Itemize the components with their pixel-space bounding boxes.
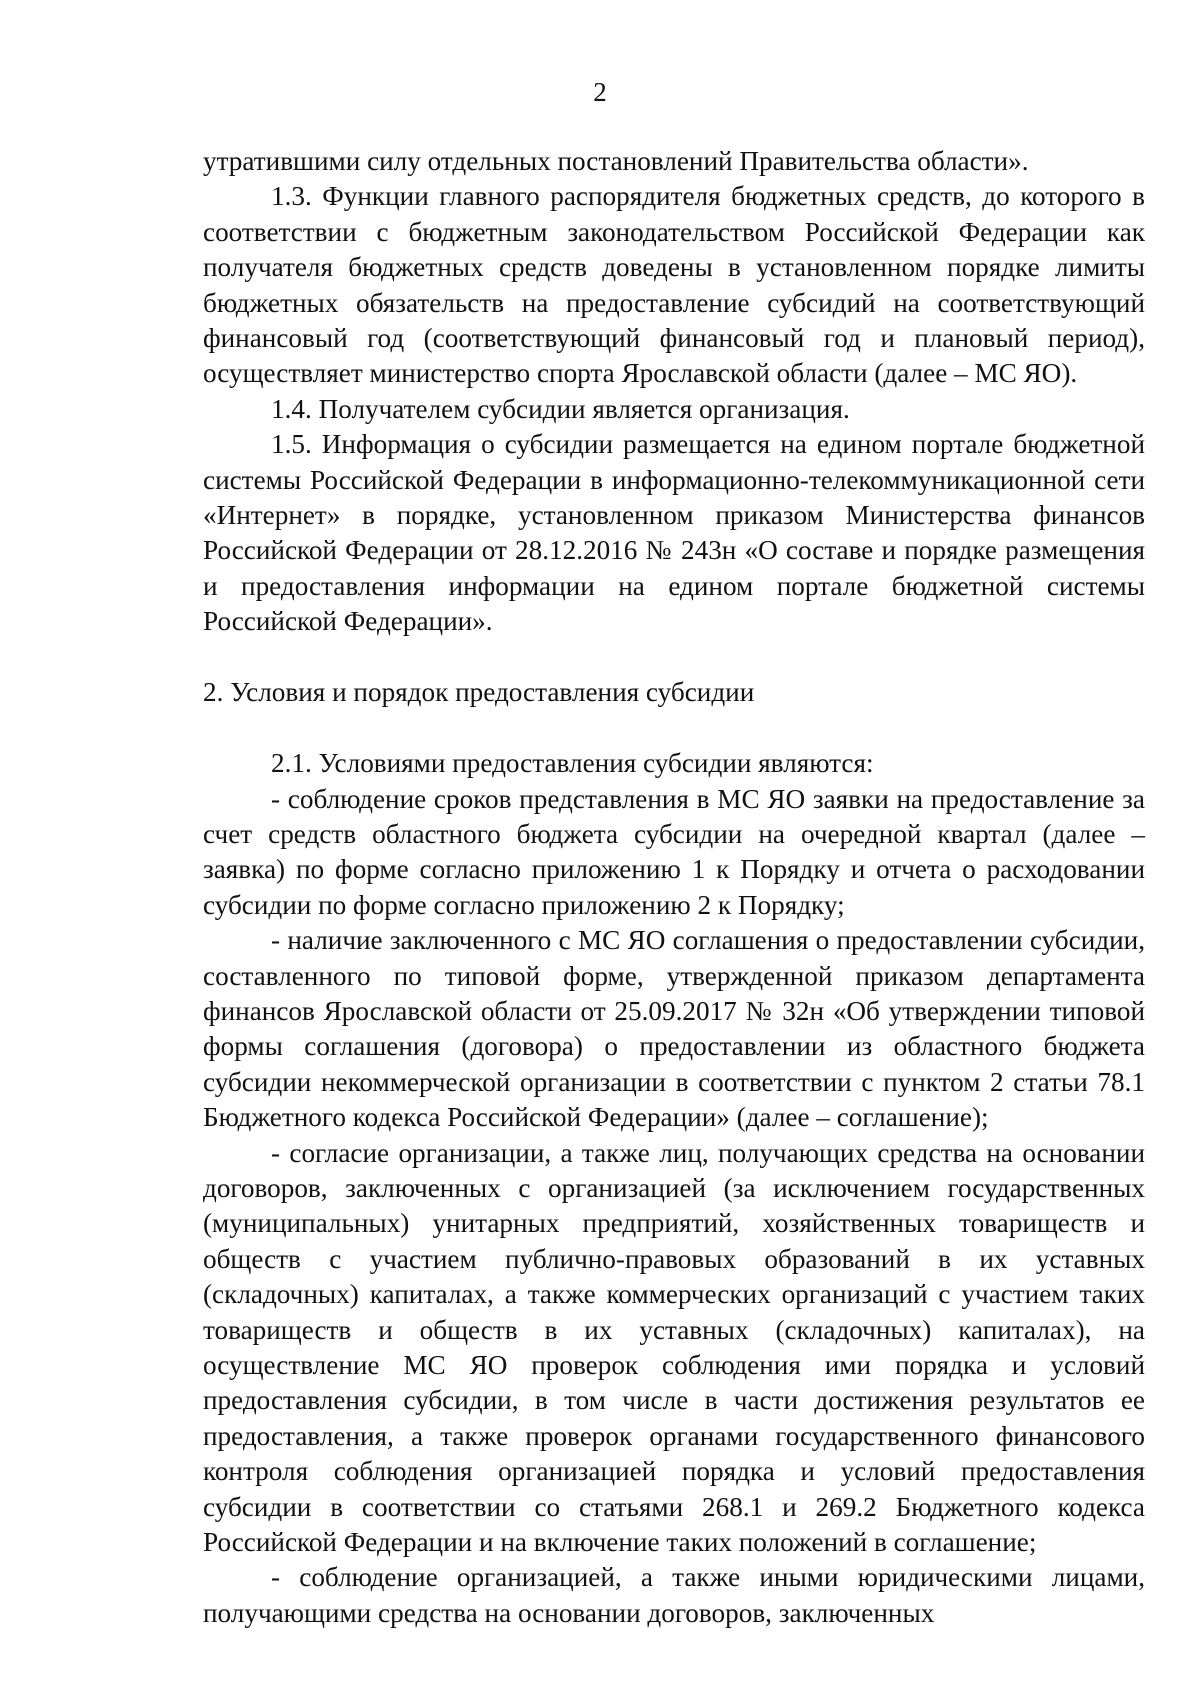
condition-item-1: - соблюдение сроков представления в МС ЯО заявки на предоставление за счет средств областного бюджета субсидии на очередной квартал (далее – заявка) по форме согласно приложению 1 к Порядку и отчета о расходовании субсидии по форме согласно приложению 2 к Порядку;: [203, 783, 1145, 920]
condition-item-4: - соблюдение организацией, а также иными юридическими лицами, получающими средства на основании договоров, заключенных: [203, 1562, 1145, 1628]
paragraph-1-5: 1.5. Информация о субсидии размещается на едином портале бюджетной системы Российской Федерации в информационно-телекоммуникационной сети «Интернет» в порядке, установленном приказом Министерства финансов Российской Федерации от 28.12.2016 № 243н «О составе и порядке размещения и предоставления информации на едином портале бюджетной системы Российской Федерации».: [203, 429, 1145, 637]
paragraph-continuation: утратившими силу отдельных постановлений Правительства области».: [203, 146, 1029, 176]
paragraph-1-4: 1.4. Получателем субсидии является организация.: [271, 393, 850, 424]
condition-item-3: - согласие организации, а также лиц, получающих средства на основании договоров, заключенных с организацией (за исключением государственных (муниципальных) унитарных предприятий, хозяйственных товариществ и обществ с участием публично-правовых образований в их уставных (складочных) капиталах, а также коммерческих организаций с участием таких товариществ и обществ в их уставных (складочных) капиталах), на осуществление МС ЯО проверок соблюдения ими порядка и условий предоставления субсидии, в том числе в части достижения результатов ее предоставления, а также проверок органами государственного финансового контроля соблюдения организацией порядка и условий предоставления субсидии в соответствии со статьями 268.1 и 269.2 Бюджетного кодекса Российской Федерации и на включение таких положений в соглашение;: [203, 1137, 1145, 1558]
condition-item-2: - наличие заключенного с МС ЯО соглашения о предоставлении субсидии, составленного по типовой форме, утвержденной приказом департамента финансов Ярославской области от 25.09.2017 № 32н «Об утверждении типовой формы соглашения (договора) о предоставлении из областного бюджета субсидии некоммерческой организации в соответствии с пунктом 2 статьи 78.1 Бюджетного кодекса Российской Федерации» (далее – соглашение);: [203, 925, 1145, 1133]
paragraph-1-3: 1.3. Функции главного распорядителя бюджетных средств, до которого в соответствии с бюджетным законодательством Российской Федерации как получателя бюджетных средств доведены в установленном порядке лимиты бюджетных обязательств на предоставление субсидий на соответствующий финансовый год (соответствующий финансовый год и плановый период), осуществляет министерство спорта Ярославской области (далее – МС ЯО).: [203, 181, 1145, 389]
paragraph-2-1: 2.1. Условиями предоставления субсидии являются:: [271, 748, 874, 779]
document-body: [203, 144, 1145, 1631]
section-heading: 2. Условия и порядок предоставления субсидии: [203, 676, 755, 707]
page-number: 2: [593, 77, 607, 107]
